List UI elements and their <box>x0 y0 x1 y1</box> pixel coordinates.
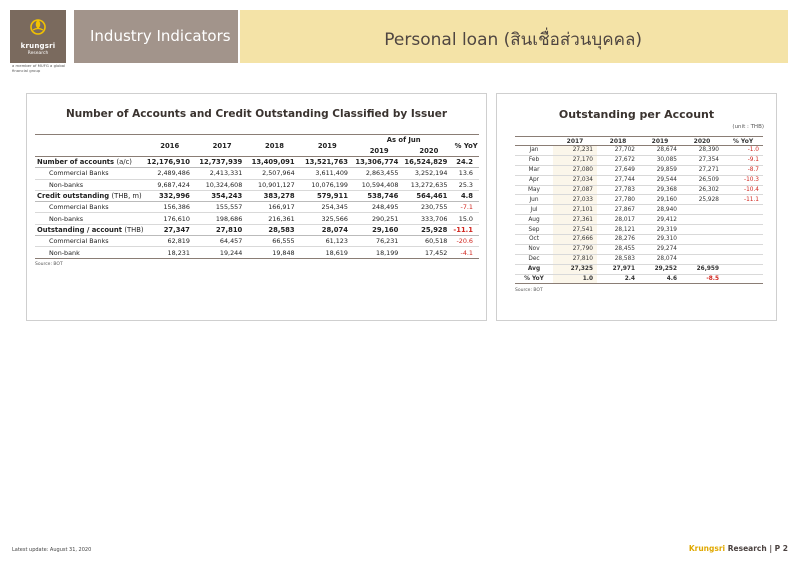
cell: 333,706 <box>404 213 453 224</box>
accounts-table <box>35 134 479 259</box>
cell: 27,780 <box>597 195 639 205</box>
table-row <box>35 202 479 213</box>
cell: -1.0 <box>723 146 763 156</box>
accounts-panel <box>26 93 487 321</box>
cell: 16,524,829 <box>404 157 453 168</box>
cell: 66,555 <box>248 236 300 247</box>
cell: 27,649 <box>597 165 639 175</box>
row-label: May <box>515 185 553 195</box>
cell: 27,783 <box>597 185 639 195</box>
section-title: Industry Indicators <box>90 27 231 45</box>
avg-row <box>515 264 763 274</box>
cell: 290,251 <box>354 213 404 224</box>
col-2017: 2017 <box>553 137 597 146</box>
table-row <box>515 215 763 225</box>
page-title: Personal loan (สินเชื่อส่วนบุคคล) <box>384 30 642 50</box>
table-row <box>35 179 479 190</box>
row-label: Jul <box>515 205 553 215</box>
table-row <box>515 155 763 165</box>
cell: 10,324,608 <box>196 179 248 190</box>
cell: 27,790 <box>553 244 597 254</box>
tagline: a member of MUFG a global financial group <box>12 63 66 73</box>
cell: 10,594,408 <box>354 179 404 190</box>
footer-page: Research | P 2 <box>727 544 788 553</box>
cell: 27,033 <box>553 195 597 205</box>
unit-note: (unit : THB) <box>732 124 764 130</box>
krungsri-logo-icon <box>29 16 47 36</box>
cell: 27,034 <box>553 175 597 185</box>
cell: 27,347 <box>144 224 196 235</box>
row-label: Nov <box>515 244 553 254</box>
row-label: Non-banks <box>35 179 144 190</box>
table-row <box>515 225 763 235</box>
accounts-panel-title: Number of Accounts and Credit Outstanding Classified by Issuer <box>65 108 448 120</box>
col-yoy: % YoY <box>723 137 763 146</box>
cell: 28,583 <box>597 254 639 264</box>
cell: 254,345 <box>301 202 354 213</box>
outstanding-source: Source: BOT <box>515 288 543 293</box>
cell: 538,746 <box>354 190 404 201</box>
title-banner <box>240 10 788 63</box>
cell: 18,619 <box>301 247 354 258</box>
cell: 26,302 <box>681 185 723 195</box>
row-label: Jun <box>515 195 553 205</box>
row-label: Credit outstanding (THB, m) <box>37 192 142 201</box>
yoy-cell: 4.8 <box>453 190 479 201</box>
cell: 28,121 <box>597 225 639 235</box>
cell: 28,390 <box>681 146 723 156</box>
cell: -11.1 <box>723 195 763 205</box>
cell: 29,310 <box>639 235 681 245</box>
cell: 27,170 <box>553 155 597 165</box>
cell: 383,278 <box>248 190 300 201</box>
cell: 29,252 <box>639 264 681 274</box>
row-label: Jan <box>515 146 553 156</box>
cell <box>681 215 723 225</box>
cell <box>723 205 763 215</box>
cell: -9.1 <box>723 155 763 165</box>
row-label: Feb <box>515 155 553 165</box>
footer-brand-name: Krungsri <box>688 544 726 553</box>
table-row <box>515 146 763 156</box>
cell: 27,702 <box>597 146 639 156</box>
cell: 4.6 <box>639 274 681 284</box>
logo-sub: Research <box>27 51 49 56</box>
yoy-cell: 24.2 <box>453 157 479 168</box>
col-2018: 2018 <box>597 137 639 146</box>
cell: 28,674 <box>639 146 681 156</box>
table-row <box>35 213 479 224</box>
row-label: Commercial Banks <box>35 168 144 179</box>
cell: 13,306,774 <box>354 157 404 168</box>
cell: 29,544 <box>639 175 681 185</box>
krungsri-logo <box>10 10 66 63</box>
col-2017: 2017 <box>196 135 248 157</box>
cell <box>723 264 763 274</box>
cell: 29,368 <box>639 185 681 195</box>
cell: 27,666 <box>553 235 597 245</box>
yoy-cell: 25.3 <box>453 179 479 190</box>
table-row <box>35 157 479 168</box>
table-row <box>515 195 763 205</box>
cell: 29,274 <box>639 244 681 254</box>
table-row <box>515 254 763 264</box>
row-label: Apr <box>515 175 553 185</box>
cell: 28,583 <box>248 224 300 235</box>
cell: 166,917 <box>248 202 300 213</box>
cell: 579,911 <box>301 190 354 201</box>
row-label: Outstanding / account (THB) <box>37 225 144 234</box>
cell: 3,611,409 <box>301 168 354 179</box>
cell: 19,848 <box>248 247 300 258</box>
cell: 28,940 <box>639 205 681 215</box>
cell: 1.0 <box>553 274 597 284</box>
table-row <box>515 244 763 254</box>
latest-update: Latest update: August 31, 2020 <box>12 547 92 553</box>
outstanding-table-body <box>515 146 763 284</box>
cell: 2,507,964 <box>248 168 300 179</box>
cell: 13,272,635 <box>404 179 453 190</box>
cell: 176,610 <box>144 213 196 224</box>
col-2019: 2019 <box>639 137 681 146</box>
col-2020: 2020 <box>681 137 723 146</box>
logo-name: krungsri <box>20 42 56 50</box>
yoy-cell: 15.0 <box>453 213 479 224</box>
cell: 28,017 <box>597 215 639 225</box>
row-label: Commercial Banks <box>35 236 144 247</box>
cell: 9,687,424 <box>144 179 196 190</box>
cell: 156,386 <box>144 202 196 213</box>
cell: 216,361 <box>248 213 300 224</box>
cell: 155,557 <box>196 202 248 213</box>
cell: 2.4 <box>597 274 639 284</box>
table-row <box>515 175 763 185</box>
cell: 332,996 <box>144 190 196 201</box>
cell: 29,319 <box>639 225 681 235</box>
cell <box>723 225 763 235</box>
yoy-cell: -20.6 <box>453 236 479 247</box>
row-label: Non-banks <box>35 213 144 224</box>
col-as-of: As of Jun <box>354 135 453 146</box>
cell: 27,271 <box>681 165 723 175</box>
row-label: Avg <box>515 264 553 274</box>
cell: 29,160 <box>639 195 681 205</box>
cell: 27,867 <box>597 205 639 215</box>
cell: -8.7 <box>723 165 763 175</box>
section-banner <box>74 10 238 63</box>
cell: 29,160 <box>354 224 404 235</box>
cell: 27,361 <box>553 215 597 225</box>
cell <box>681 254 723 264</box>
cell: 26,509 <box>681 175 723 185</box>
cell: -8.5 <box>681 274 723 284</box>
footer-brand <box>689 544 788 553</box>
col-jun-2020: 2020 <box>404 146 453 157</box>
cell: 3,252,194 <box>404 168 453 179</box>
row-label: % YoY <box>515 274 553 284</box>
cell: 13,521,763 <box>301 157 354 168</box>
table-row <box>515 185 763 195</box>
outstanding-table <box>515 136 763 284</box>
table-header-row <box>515 137 763 146</box>
row-label: Number of accounts (a/c) <box>35 157 144 168</box>
cell <box>723 244 763 254</box>
cell: 2,413,331 <box>196 168 248 179</box>
cell: 248,495 <box>354 202 404 213</box>
row-label: Sep <box>515 225 553 235</box>
outstanding-panel <box>496 93 777 321</box>
cell: 17,452 <box>404 247 453 258</box>
outstanding-panel-title: Outstanding per Account <box>558 108 715 121</box>
table-row <box>35 168 479 179</box>
cell: 27,080 <box>553 165 597 175</box>
row-label: Non-bank <box>35 247 144 258</box>
cell: 27,810 <box>196 224 248 235</box>
row-label: Commercial Banks <box>35 202 144 213</box>
table-row <box>515 165 763 175</box>
table-row <box>35 190 479 201</box>
cell <box>723 215 763 225</box>
table-row <box>35 224 479 235</box>
table-row <box>515 235 763 245</box>
cell: 12,176,910 <box>144 157 196 168</box>
table-row <box>35 236 479 247</box>
cell: 27,541 <box>553 225 597 235</box>
cell: 25,928 <box>404 224 453 235</box>
row-label: Aug <box>515 215 553 225</box>
col-2016: 2016 <box>144 135 196 157</box>
cell: 30,085 <box>639 155 681 165</box>
cell: 61,123 <box>301 236 354 247</box>
table-header-row <box>35 135 479 146</box>
table-row <box>515 205 763 215</box>
cell: -10.4 <box>723 185 763 195</box>
cell <box>723 235 763 245</box>
cell: 27,744 <box>597 175 639 185</box>
cell: 25,928 <box>681 195 723 205</box>
cell: 19,244 <box>196 247 248 258</box>
col-month <box>515 137 553 146</box>
accounts-source: Source: BOT <box>35 262 63 267</box>
cell: 28,074 <box>301 224 354 235</box>
row-label: Dec <box>515 254 553 264</box>
cell: 13,409,091 <box>248 157 300 168</box>
cell: 2,489,486 <box>144 168 196 179</box>
table-row <box>35 247 479 258</box>
row-label: Oct <box>515 235 553 245</box>
cell: 27,087 <box>553 185 597 195</box>
cell: 29,859 <box>639 165 681 175</box>
cell: 27,971 <box>597 264 639 274</box>
cell: 27,810 <box>553 254 597 264</box>
cell: 27,101 <box>553 205 597 215</box>
cell: 60,518 <box>404 236 453 247</box>
cell: 27,231 <box>553 146 597 156</box>
cell: 18,199 <box>354 247 404 258</box>
cell: 27,354 <box>681 155 723 165</box>
header-blank <box>35 135 144 157</box>
cell: 354,243 <box>196 190 248 201</box>
cell: 198,686 <box>196 213 248 224</box>
row-label: Mar <box>515 165 553 175</box>
yoy-row <box>515 274 763 284</box>
cell <box>723 254 763 264</box>
col-2019: 2019 <box>301 135 354 157</box>
col-jun-2019: 2019 <box>354 146 404 157</box>
cell: -10.3 <box>723 175 763 185</box>
cell: 325,566 <box>301 213 354 224</box>
yoy-cell: -11.1 <box>453 224 479 235</box>
cell: 230,755 <box>404 202 453 213</box>
cell <box>681 235 723 245</box>
cell: 2,863,455 <box>354 168 404 179</box>
cell: 12,737,939 <box>196 157 248 168</box>
cell: 27,672 <box>597 155 639 165</box>
cell: 27,325 <box>553 264 597 274</box>
cell <box>681 244 723 254</box>
yoy-cell: -7.1 <box>453 202 479 213</box>
cell <box>681 205 723 215</box>
cell: 29,412 <box>639 215 681 225</box>
cell: 62,819 <box>144 236 196 247</box>
cell <box>681 225 723 235</box>
cell: 76,231 <box>354 236 404 247</box>
cell: 18,231 <box>144 247 196 258</box>
cell: 64,457 <box>196 236 248 247</box>
cell: 564,461 <box>404 190 453 201</box>
cell: 28,276 <box>597 235 639 245</box>
cell: 26,959 <box>681 264 723 274</box>
yoy-cell: -4.1 <box>453 247 479 258</box>
cell: 10,901,127 <box>248 179 300 190</box>
cell: 28,455 <box>597 244 639 254</box>
yoy-cell: 13.6 <box>453 168 479 179</box>
cell: 28,074 <box>639 254 681 264</box>
col-2018: 2018 <box>248 135 300 157</box>
cell: 10,076,199 <box>301 179 354 190</box>
cell <box>723 274 763 284</box>
col-yoy: % YoY <box>453 135 479 157</box>
